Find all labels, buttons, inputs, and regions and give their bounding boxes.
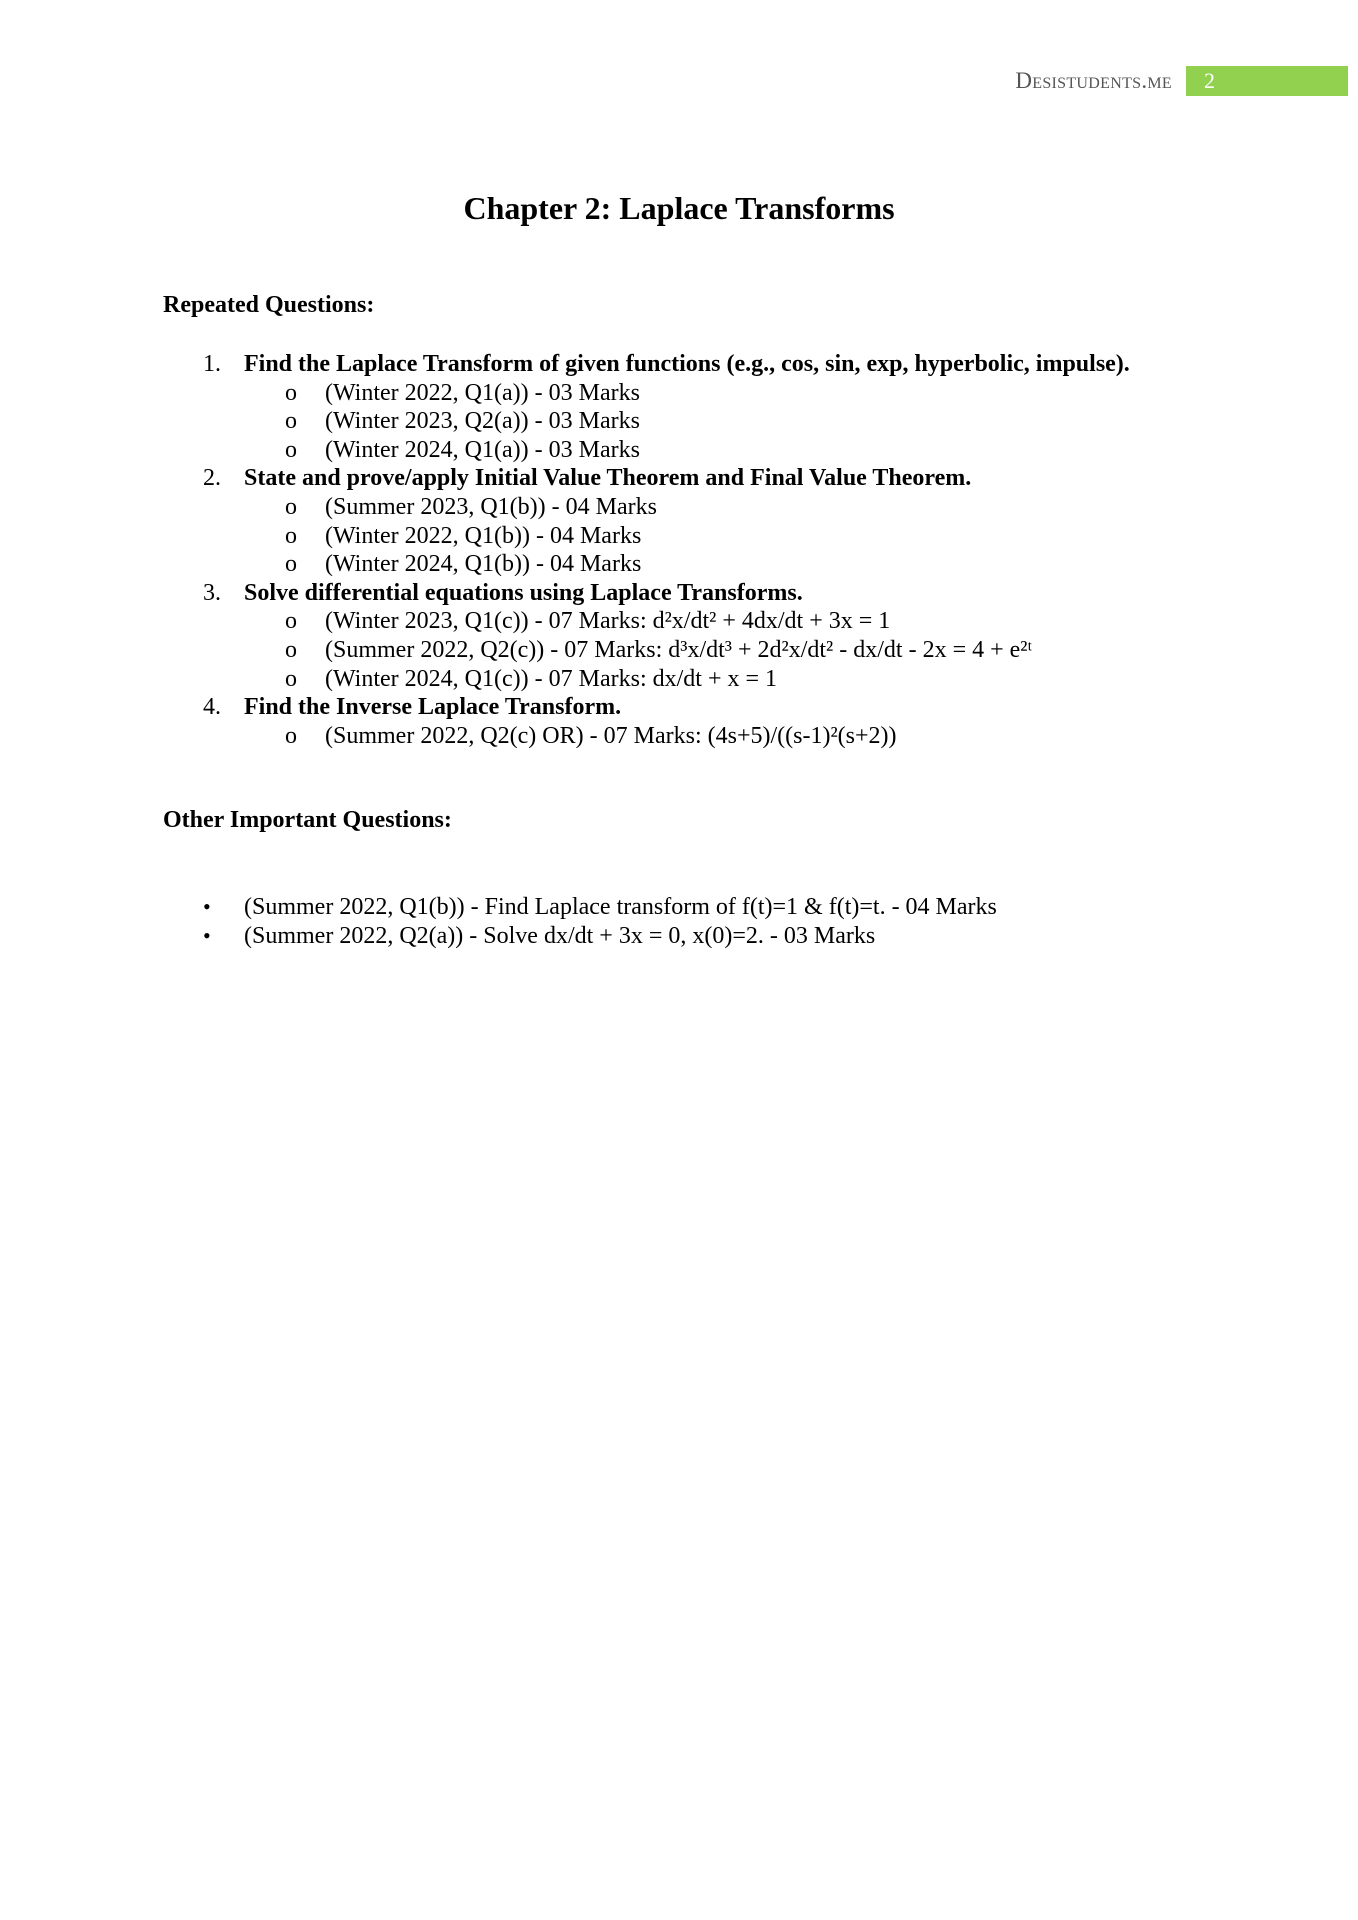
reference-item: o (Winter 2024, Q1(b)) - 04 Marks: [285, 551, 642, 578]
circle-bullet-icon: o: [285, 522, 297, 549]
circle-bullet-icon: o: [285, 636, 297, 663]
question-references: [163, 493, 1313, 579]
question-number: 2.: [203, 465, 221, 492]
repeated-questions-list: [163, 350, 1313, 750]
question-references: [163, 379, 1313, 465]
reference-item: o (Summer 2022, Q2(c)) - 07 Marks: d³x/dt³ + 2d²x/dt² - dx/dt - 2x = 4 + e²ᵗ: [285, 636, 1033, 663]
circle-bullet-icon: o: [285, 722, 297, 749]
question-number: 4.: [203, 694, 221, 721]
question-number: 3.: [203, 579, 221, 606]
site-brand: Desistudents.me: [1015, 68, 1172, 93]
question-references: [163, 722, 1313, 751]
reference-item: o (Winter 2024, Q1(c)) - 07 Marks: dx/dt + x = 1: [285, 665, 778, 692]
page-header: [1015, 66, 1348, 96]
question-text: Find the Laplace Transform of given functions (e.g., cos, sin, exp, hyperbolic, impulse).: [244, 351, 1130, 377]
question-item: [163, 693, 1313, 750]
bullet-icon: •: [203, 922, 211, 948]
bullet-icon: •: [203, 894, 211, 919]
reference-item: o (Summer 2023, Q1(b)) - 04 Marks: [285, 493, 657, 520]
circle-bullet-icon: o: [285, 551, 297, 578]
circle-bullet-icon: o: [285, 493, 297, 520]
reference-item: o (Winter 2023, Q1(c)) - 07 Marks: d²x/dt² + 4dx/dt + 3x = 1: [285, 608, 891, 635]
question-text: Solve differential equations using Laplace Transforms.: [244, 579, 803, 606]
reference-item: o (Winter 2024, Q1(a)) - 03 Marks: [285, 436, 640, 463]
chapter-title: Chapter 2: Laplace Transforms: [463, 190, 895, 226]
question-item: [163, 464, 1313, 578]
question-text: Find the Inverse Laplace Transform.: [244, 694, 622, 721]
question-item: [163, 350, 1313, 464]
repeated-questions-heading: Repeated Questions:: [163, 292, 375, 318]
circle-bullet-icon: o: [285, 436, 297, 463]
other-question-item: • (Summer 2022, Q2(a)) - Solve dx/dt + 3x = 0, x(0)=2. - 03 Marks: [203, 922, 876, 949]
question-number: 1.: [203, 351, 221, 377]
reference-item: o (Winter 2023, Q2(a)) - 03 Marks: [285, 408, 640, 435]
reference-item: o (Winter 2022, Q1(b)) - 04 Marks: [285, 522, 642, 549]
reference-item: o (Winter 2022, Q1(a)) - 03 Marks: [285, 379, 640, 406]
circle-bullet-icon: o: [285, 379, 297, 406]
question-references: [163, 607, 1313, 693]
question-text: State and prove/apply Initial Value Theorem and Final Value Theorem.: [244, 465, 972, 492]
other-questions-heading: Other Important Questions:: [163, 807, 452, 833]
other-question-item: • (Summer 2022, Q1(b)) - Find Laplace transform of f(t)=1 & f(t)=t. - 04 Marks: [203, 894, 997, 920]
circle-bullet-icon: o: [285, 665, 297, 692]
other-questions-list: [163, 893, 997, 950]
reference-item: o (Summer 2022, Q2(c) OR) - 07 Marks: (4s+5)/((s-1)²(s+2)): [285, 722, 897, 749]
page-number-badge: 2: [1186, 66, 1348, 96]
circle-bullet-icon: o: [285, 608, 297, 635]
circle-bullet-icon: o: [285, 408, 297, 435]
question-item: [163, 579, 1313, 693]
